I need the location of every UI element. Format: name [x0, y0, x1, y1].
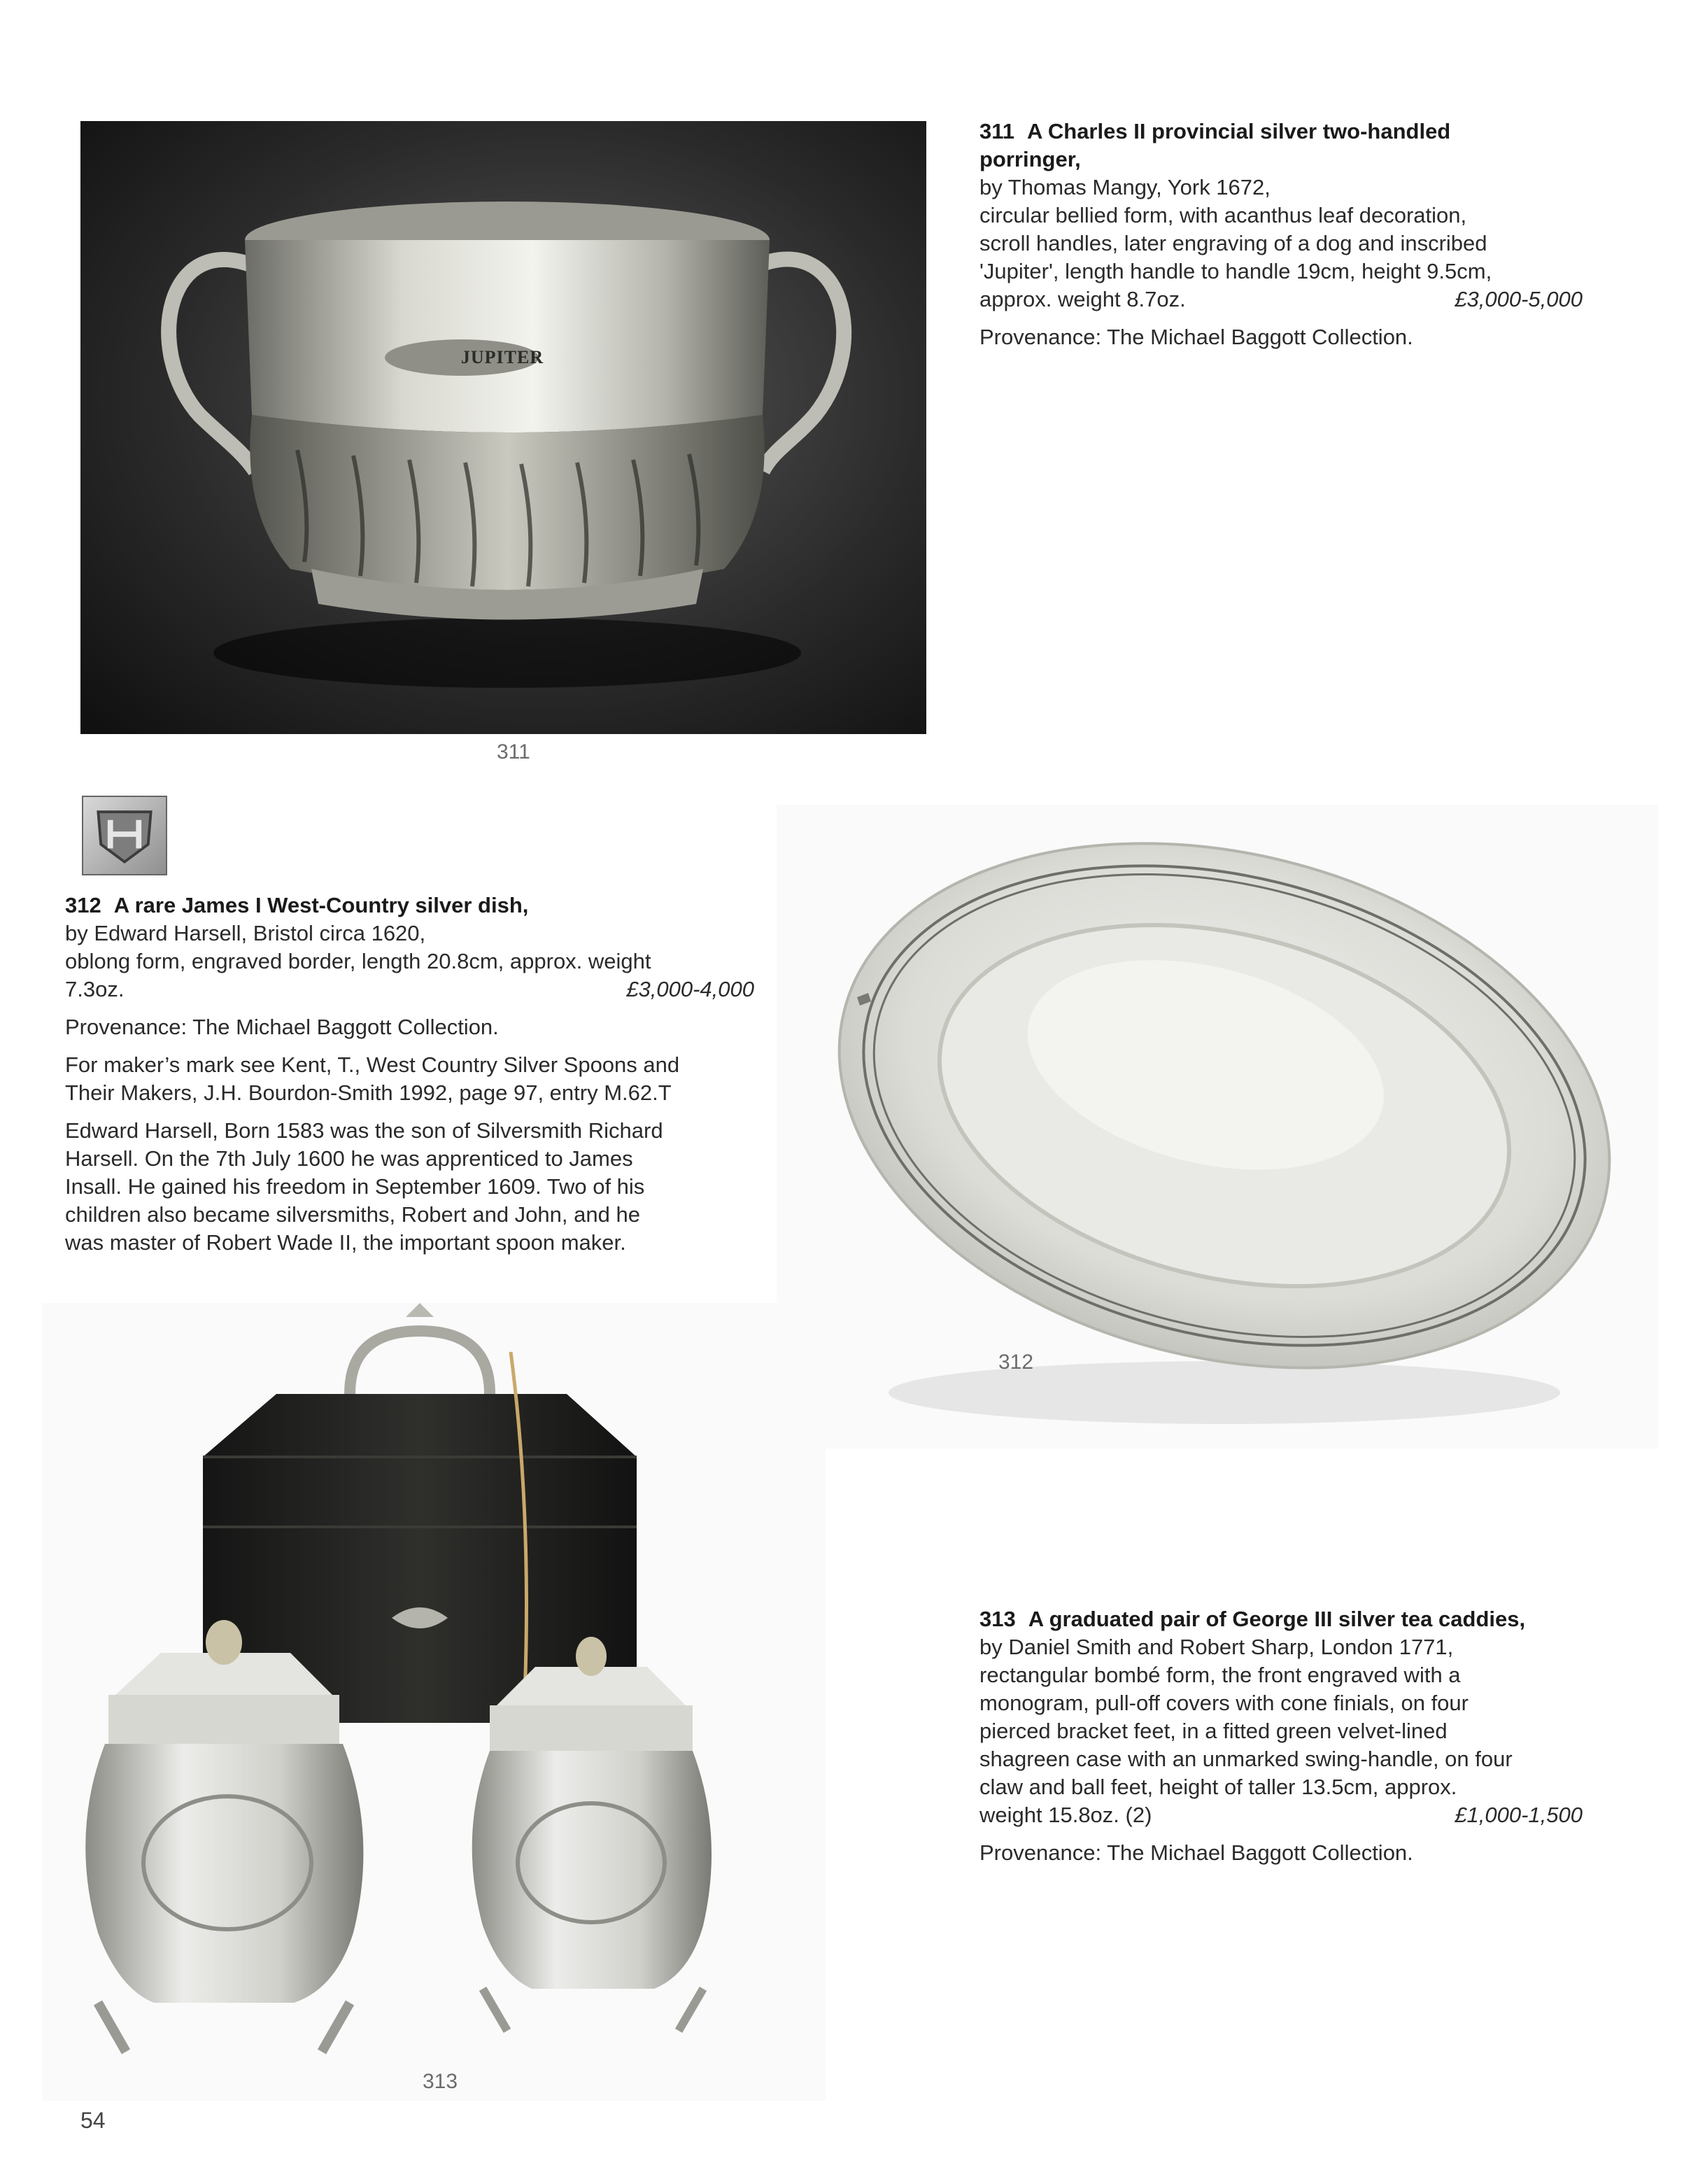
lot-313-caption: 313	[423, 2070, 458, 2093]
lot-311-title-line: porringer,	[979, 147, 1081, 171]
lot-311-provenance: Provenance: The Michael Baggott Collection.	[979, 325, 1413, 349]
lot-311-body-line: 'Jupiter', length handle to handle 19cm, height 9.5cm,	[979, 259, 1492, 283]
lot-311-estimate: £3,000-5,000	[1455, 287, 1583, 311]
lot-311-caption: 311	[497, 740, 530, 763]
lot-312-provenance: Provenance: The Michael Baggott Collection.	[65, 1015, 499, 1039]
lot-311-title-line: A Charles II provincial silver two-handled	[1027, 119, 1451, 143]
lot-313-body-line: claw and ball feet, height of taller 13.5cm, approx.	[979, 1775, 1457, 1799]
lot-311-title	[979, 118, 1583, 174]
lot-313-price-line	[979, 1801, 1583, 1829]
lot-313-body-line: pierced bracket feet, in a fitted green velvet-lined	[979, 1719, 1448, 1743]
lot-311-body-line: by Thomas Mangy, York 1672,	[979, 175, 1271, 199]
lot-313-title-line: A graduated pair of George III silver tea caddies,	[1028, 1607, 1526, 1631]
lot-312-note-line: Their Makers, J.H. Bourdon-Smith 1992, page 97, entry M.62.T	[65, 1080, 672, 1105]
lot-313-body-line: rectangular bombé form, the front engraved with a	[979, 1663, 1461, 1687]
lot-311-weight: approx. weight 8.7oz.	[979, 287, 1186, 311]
dish-image	[777, 805, 1658, 1449]
lot-313-number: 313	[979, 1607, 1016, 1631]
porringer-photo	[80, 121, 926, 734]
lot-312-description	[65, 892, 754, 1257]
lot-312-price-line	[65, 975, 754, 1003]
lot-313-body-line: by Daniel Smith and Robert Sharp, London 1771,	[979, 1635, 1454, 1659]
lot-313-provenance: Provenance: The Michael Baggott Collection.	[979, 1840, 1413, 1865]
lot-311-body-line: scroll handles, later engraving of a dog and inscribed	[979, 231, 1487, 255]
lot-312-note	[65, 1051, 754, 1107]
lot-313-estimate: £1,000-1,500	[1455, 1803, 1583, 1827]
lot-313-title	[979, 1605, 1583, 1633]
tea-caddies-photo	[42, 1303, 826, 2101]
tea-caddies-image	[42, 1303, 826, 2101]
lot-313-weight: weight 15.8oz. (2)	[979, 1803, 1152, 1827]
lot-312-bio-line: was master of Robert Wade II, the important spoon maker.	[65, 1230, 626, 1255]
dish-photo	[777, 805, 1658, 1449]
lot-312-caption: 312	[998, 1351, 1034, 1374]
lot-313-description	[979, 1605, 1583, 1867]
lot-312-biography	[65, 1117, 754, 1257]
porringer-image	[80, 121, 926, 734]
lot-311-body-line: circular bellied form, with acanthus leaf decoration,	[979, 203, 1467, 227]
lot-312-number: 312	[65, 893, 101, 917]
maker-mark-image	[82, 796, 167, 875]
lot-311-price-line	[979, 286, 1583, 313]
maker-mark-icon	[83, 797, 166, 874]
lot-312-body-line: by Edward Harsell, Bristol circa 1620,	[65, 921, 426, 945]
lot-312-title-line: A rare James I West-Country silver dish,	[113, 893, 529, 917]
lot-313-body-line: monogram, pull-off covers with cone finials, on four	[979, 1691, 1469, 1715]
lot-312-body-line: oblong form, engraved border, length 20.8cm, approx. weight	[65, 949, 651, 973]
porringer-engraving: JUPITER	[460, 347, 544, 367]
lot-311-number: 311	[979, 119, 1015, 143]
lot-313-body-line: shagreen case with an unmarked swing-handle, on four	[979, 1747, 1513, 1771]
lot-311-description	[979, 118, 1583, 351]
lot-312-bio-line: children also became silversmiths, Robert and John, and he	[65, 1202, 640, 1227]
lot-312-bio-line: Edward Harsell, Born 1583 was the son of Silversmith Richard	[65, 1118, 663, 1143]
lot-312-bio-line: Insall. He gained his freedom in September 1609. Two of his	[65, 1174, 645, 1199]
lot-312-weight: 7.3oz.	[65, 977, 125, 1001]
lot-312-note-line: For maker’s mark see Kent, T., West Country Silver Spoons and	[65, 1052, 680, 1077]
lot-312-estimate: £3,000-4,000	[626, 977, 754, 1001]
lot-312-title	[65, 892, 754, 920]
lot-312-bio-line: Harsell. On the 7th July 1600 he was apprenticed to James	[65, 1146, 633, 1171]
page-number: 54	[80, 2108, 106, 2133]
